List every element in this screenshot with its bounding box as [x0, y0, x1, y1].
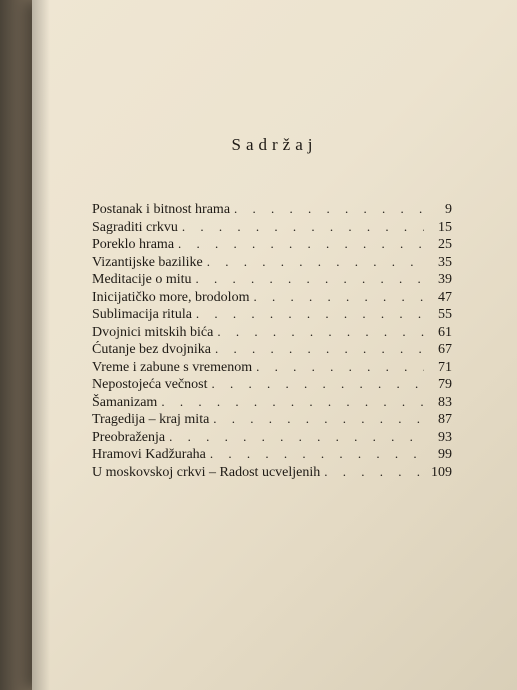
toc-entry-title: U moskovskoj crkvi – Radost ucveljenih: [92, 464, 321, 480]
dot-leader: [324, 464, 424, 480]
toc-entry-page: 15: [438, 219, 452, 235]
dot-leader: [196, 271, 424, 287]
dot-leader: [210, 446, 424, 462]
toc-entry-page: 99: [438, 447, 452, 462]
toc-entry-title: Preobraženja: [92, 429, 166, 445]
toc-entry: [92, 201, 452, 219]
toc-entry-title: Šamanizam: [92, 394, 158, 410]
dot-leader: [253, 289, 424, 305]
toc-entry-title: Sagraditi crkvu: [92, 219, 178, 235]
toc-entry: [92, 429, 452, 447]
page-shadow: [32, 0, 50, 690]
toc-entry-title: Meditacije o mitu: [92, 272, 192, 287]
dot-leader: [211, 376, 424, 392]
toc-entry: [92, 394, 452, 412]
toc-entry-title: Dvojnici mitskih bića: [92, 324, 214, 340]
toc-entry: [92, 464, 452, 482]
toc-entry-page: 35: [438, 254, 452, 270]
toc-entry: [92, 271, 452, 289]
toc-entry-title: Inicijatičko more, brodolom: [92, 289, 250, 305]
dot-leader: [234, 201, 424, 217]
toc-entry-page: 25: [438, 237, 452, 252]
toc-entry-title: Ćutanje bez dvojnika: [92, 342, 211, 357]
toc-entry-page: 109: [431, 464, 452, 480]
toc-entry-page: 83: [438, 394, 452, 410]
table-of-contents: [92, 201, 452, 481]
toc-entry: [92, 289, 452, 307]
dot-leader: [178, 236, 424, 252]
toc-entry-title: Sublimacija ritula: [92, 307, 192, 322]
toc-entry: [92, 446, 452, 464]
toc-entry: [92, 306, 452, 324]
dot-leader: [182, 219, 424, 235]
toc-entry-title: Nepostojeća večnost: [92, 377, 208, 392]
toc-entry-title: Tragedija – kraj mita: [92, 412, 210, 427]
toc-entry-page: 87: [438, 412, 452, 427]
dot-leader: [217, 324, 424, 340]
toc-entry-title: Vreme i zabune s vremenom: [92, 359, 253, 375]
contents-heading: Sadržaj: [231, 135, 318, 154]
toc-entry-page: 79: [438, 377, 452, 392]
dot-leader: [215, 341, 424, 357]
toc-entry-page: 47: [438, 289, 452, 305]
toc-entry-title: Vizantijske bazilike: [92, 254, 203, 270]
toc-entry-title: Postanak i bitnost hrama: [92, 202, 231, 217]
toc-entry: [92, 376, 452, 394]
toc-entry: [92, 219, 452, 237]
toc-entry-title: Poreklo hrama: [92, 237, 175, 252]
toc-entry-page: 55: [438, 307, 452, 322]
toc-entry: [92, 359, 452, 377]
toc-entry-title: Hramovi Kadžuraha: [92, 447, 206, 462]
toc-entry: [92, 341, 452, 359]
dot-leader: [213, 411, 424, 427]
toc-entry-page: 61: [438, 324, 452, 340]
toc-entry-page: 71: [438, 359, 452, 375]
book-page: [32, 0, 517, 690]
toc-entry: [92, 254, 452, 272]
toc-entry-page: 39: [438, 272, 452, 287]
toc-entry-page: 9: [445, 202, 452, 217]
dot-leader: [169, 429, 424, 445]
dot-leader: [207, 254, 424, 270]
toc-entry: [92, 324, 452, 342]
toc-entry: [92, 236, 452, 254]
dot-leader: [196, 306, 424, 322]
toc-entry-page: 67: [438, 342, 452, 357]
toc-entry: [92, 411, 452, 429]
toc-entry-page: 93: [438, 429, 452, 445]
dot-leader: [161, 394, 424, 410]
dot-leader: [256, 359, 424, 375]
